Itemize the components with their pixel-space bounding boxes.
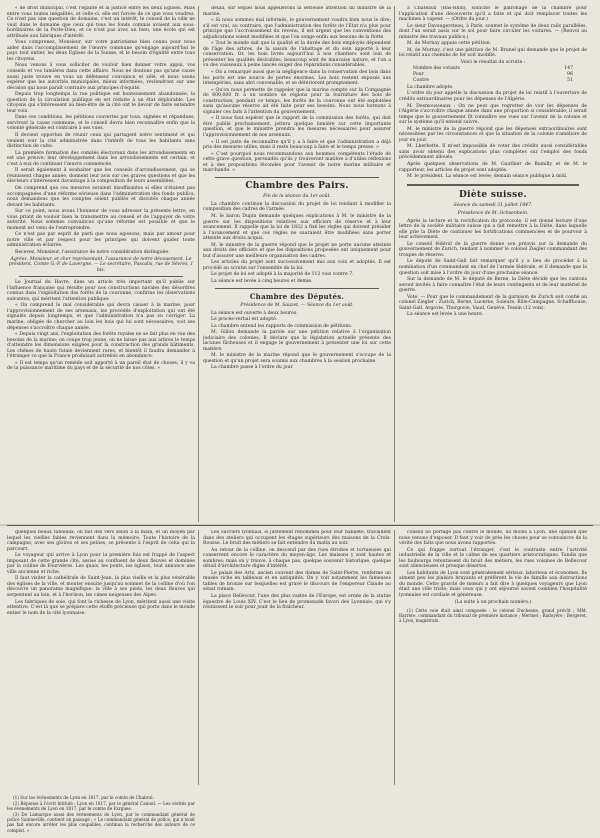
section-divider: [407, 184, 579, 186]
paragraph: La chambre continue la discussion du projet de loi tendant à modifier la composition des cadres de l'armée.: [203, 201, 391, 213]
paragraph: La séance est ouverte à deux heures.: [211, 310, 298, 316]
feuilleton-column-1: [7, 530, 195, 785]
paragraph: On comprend que ces mesures seraient insuffisantes si elles n'étaient pas accompagnées d'une réforme sérieuse dans l'administration des fonds publics; nous demandons que les comptes soient publiés et discutés chaque année devant les habitants.: [7, 185, 195, 208]
section-divider: [215, 177, 379, 178]
vote-value: 147: [564, 66, 573, 72]
paragraph: Recevez, Monsieur, l'assurance de notre considération distinguée.: [15, 249, 170, 255]
section-heading: Diète suisse.: [459, 189, 527, 200]
paragraph: Le Journal du Havre, dans un article très important qu'il publie sur l'influence française qui résulte pour nos constructions navales des désordres connus dans l'exploitation des forêts de la couronne, confirme les observations suivantes, qui méritent l'attention publique:: [7, 280, 195, 302]
paragraph: M. le ministre de la guerre répond que le projet ne porte aucune atteinte aux droits des officiers et que les dispositions proposées ont uniquement pour but d'assurer une meilleure organisation des cadres.: [203, 242, 391, 259]
paragraph: M. le baron Dupin demande quelques explications à M. le ministre de la guerre sur les dispositions relatives aux officiers de réserve et à leur avancement. Il rappelle que la loi de 1832 a fixé les règles qui doivent présider à l'avancement et que ces règles ne sauraient être modifiées sans porter atteinte aux droits acquis.: [203, 213, 391, 242]
column-1: [7, 6, 195, 525]
paragraph: Il serait également à souhaiter que les conseils d'arrondissement, qui se réunissent chaque année, donnent leur avis sur ces graves questions et que les électeurs s'intéressent davantage à la composition de leurs assemblées.: [7, 168, 195, 185]
footnote: (1) Sur les événements de Lyon en 1817, par le comte de Chabrol.: [13, 795, 154, 800]
paragraph: M. Lherbette. Il m'est impossible de voter des crédits aussi considérables sans avoir obtenu des explications plus complètes sur l'emploi des fonds précédemment alloués.: [399, 144, 587, 161]
section-subheading: Présidence de M. Sauzet. — Séance du 1er août.: [240, 302, 354, 308]
vote-table: [413, 66, 573, 83]
section-subheading: Présidence de M. Ochsenbein.: [457, 210, 529, 216]
paragraph: Il faut visiter la cathédrale de Saint-Jean, la plus vieille et la plus vénérable des églises de la ville, et monter ensuite jusqu'au sommet de la colline d'où l'on découvre un panorama magnifique: la ville à ses pieds, les deux fleuves qui serpentent au loin, et à l'horizon, les cimes neigeuses des Alpes.: [7, 576, 195, 599]
column-3: [399, 6, 587, 525]
paragraph: M. de Mornay, c'est une pétition de M. Brunel qui demande que le projet de loi relatif aux chemins de fer soit modifié.: [399, 47, 587, 59]
paragraph: Depuis trop longtemps la rue politique est honteusement abandonnée; la question de la circulation publique en est réduite à un état déplorable. Les citoyens qui s'intéressent au bien-être de la cité ont le devoir de faire entendre leur voix.: [7, 92, 195, 114]
paragraph: Le sieur Davaugersteau, à Paris, soumet le système de deux rails parallèles, dont l'un serait assis sur le sol pour faire circuler les voitures. — (Renvoi au ministre des travaux publics.): [399, 23, 587, 40]
column-rule: [198, 530, 199, 785]
section-divider: [215, 288, 379, 289]
paragraph: Après la lecture et la rectification du protocole, il est donné lecture d'une lettre de la société militaire suisse qui a fait remettre à la Diète, dans laquelle elle prie la Diète de continuer les fortifications commencées et de pourvoir à leur achèvement.: [399, 218, 587, 241]
column-rule: [198, 6, 199, 522]
paragraph: à Chateaux (Bas-Rhin), sollicite le patronage de la chambre pour l'application d'une découverte qu'il a faite et qui doit remplacer toutes les machines à vapeur. — (Ordre du jour.): [399, 6, 587, 23]
paragraph: « On comprend le mal considérable qui devra causer à la marine, pour l'approvisionnement de ses arsenaux, les procédés d'exploitation qui ont été signalés depuis longtemps, et que l'administration n'a pas su corriger. La marine, obligée de chercher au loin les bois qui lui sont nécessaires, voit ses dépenses s'accroître chaque année.: [7, 303, 195, 331]
paragraph: « Depuis vingt ans, l'exploitation des forêts royales ne se fait plus en vue des besoins de la marine; on coupe trop jeune, on ne laisse pas aux arbres le temps d'atteindre les dimensions exigées pour la construction des grands bâtiments. Les chênes de haute futaie deviennent rares, et bientôt il faudra demander à l'étranger ce que la France produisait autrefois en abondance.: [7, 332, 195, 360]
paragraph: La place Bellecour, l'une des plus vastes de l'Europe, est ornée de la statue équestre de Louis XIV. C'est le lieu de promenade favori des Lyonnais, qui s'y réunissent le soir pour jouir de la fraîcheur.: [203, 594, 391, 611]
paragraph: M. Desmousseaux : On ne peut que regretter de voir les dépenses de l'Algérie s'accroître chaque année dans une proportion si considérable; il serait temps que le gouvernement fît connaître ses vues sur l'avenir de la colonie et sur le système qu'il entend suivre.: [399, 103, 587, 126]
paragraph: Le projet de loi est adopté à la majorité de 112 voix contre 7.: [211, 272, 354, 278]
feuilleton-column-3: [399, 530, 587, 785]
paragraph: Les fabriques de soie, qui font la richesse de Lyon, méritent aussi une visite attentive. C'est là que se prépare cette étoffe précieuse qui porte dans le monde entier le nom de la cité lyonnaise.: [7, 599, 195, 616]
section-heading: Chambre des Pairs.: [245, 180, 349, 191]
paragraph: « On a remarqué aussi que la négligence dans la conservation des bois dans les ports est une source de pertes énormes. Les bois restent exposés aux intempéries, sans abri convenable, et se détériorent promptement.: [203, 70, 391, 87]
paragraph: conseil ne portage pas contre le monde, au moins à Lyon, une opinion que nous venons d'exposer. Il faut y voir de près les choses pour se convaincre de la vérité des faits que nous avons rapportés.: [399, 530, 587, 547]
paragraph: Le député de Saint-Gall fait remarquer qu'il y a lieu de procéder à la nomination d'un commandant en chef de l'armée fédérale, et il demande que la question soit mise à l'ordre du jour d'une prochaine séance.: [399, 259, 587, 276]
paragraph: Le palais des Arts, ancien couvent des dames de Saint-Pierre, renferme un musée riche en tableaux et en antiquités. On y voit notamment les fameuses tables de bronze sur lesquelles est gravé le discours de l'empereur Claude au sénat romain.: [203, 570, 391, 593]
paragraph: « Si nous sommes mal informés, le gouvernement voudra bien nous le dire; s'il est vrai, au contraire, que l'administration des forêts de l'Etat n'a plus pour principe que l'accroissement du revenu, il est urgent que les conventions des adjudications soient modifiées et que l'on songe enfin aux besoins de la flotte.: [203, 18, 391, 40]
paragraph: La séance est levée à une heure.: [407, 312, 484, 318]
paragraph: La première formation des comités électoraux dans les arrondissements en est une preuve; leur développement dans les arrondissements est certain, et c'est à eux de continuer l'œuvre commencée.: [7, 150, 195, 167]
section-heading: Chambre des Députés.: [249, 291, 345, 301]
paragraph: « Il est temps qu'un remède soit apporté à un pareil état de choses; il y va de la puissance maritime du pays et de la sécurité de nos côtes. »: [7, 360, 195, 372]
paragraph: Vous comprenez, Monsieur, sur votre patriotisme bien connu pour nous aider dans l'accomplissement de l'œuvre commune qu'engage aujourd'hui le pays tout entier, les deux Églises de la Suisse, et le besoin d'égalité entre tous les citoyens.: [7, 40, 195, 62]
paragraph: « de droit municipal, c'est l'égalité et la justice entre les deux Eglises. Mais entre vous toutes inégalités, et celle-ci, elle est forcée de ce que vous voudrez. Ce n'est pas une question de domaine, c'est un intérêt, le conseil de la ville ne veut dans le domaine que ceux qui tous les fonds commis avaient aux sous-bordinaires de la Porte-Dieu, et ce n'est pas avec un bien, une école qui est attribuée aux fabriques d'intérêt.: [7, 6, 195, 39]
footnote: (2) Réponse à l'écrit intitulé : Lyon en 1817, par le général Canuel. — Les vérités par les événements de Lyon en 1817, par le comte de Fargues.: [7, 801, 195, 812]
feuilleton-column-2: [203, 530, 391, 785]
vote-row: [413, 78, 573, 84]
section-divider: [19, 276, 183, 277]
column-rule: [394, 530, 395, 785]
paragraph: La chambre entend les rapports de commission de pétitions.: [211, 323, 353, 329]
paragraph: Le voyageur qui arrive à Lyon pour la première fois est frappé de l'aspect imposant de cette grande cité, assise au confluent de deux fleuves et dominée par la colline de Fourvières. Les quais, les ponts, les églises, tout annonce une ville ancienne et riche.: [7, 553, 195, 575]
paragraph: Sur ce point, nous avons l'honneur de vous adresser la présente lettre, en vous priant de vouloir bien la transmettre au conseil et de l'appuyer de votre autorité. Nous sommes convaincus qu'une réforme est possible et que le moment est venu de l'entreprendre.: [7, 209, 195, 231]
paragraph: Le conseil fédéral de la guerre donne son préavis sur la demande du gouvernement de Zurich, tendant à nommer le colonel Ziegler commandant des troupes de réserve.: [399, 241, 587, 258]
section-subheading: Fin de la séance du 1er août.: [263, 193, 331, 199]
vote-label: Nombre des votants: [413, 66, 461, 72]
paragraph: « Tout le monde sait que la qualité et la durée des bois employés dépendent de l'âge des arbres, de la saison de l'abattage et du soin apporté à leur conservation. Or, les bois livrés aujourd'hui à nos chantiers sont loin de présenter les qualités désirables; beaucoup sont de mauvaise nature, et l'on a vu des vaisseaux à peine lancés exiger des réparations considérables.: [203, 41, 391, 69]
footnote: (1) Cette voie était ainsi composée : le colonel Duchesne, grand prévôt ; MM. Barrère, commandant du tribunal de première instance ; Mermet ; Badoyère ; Bergeret, à Lyon, magistrats.: [399, 608, 587, 624]
paragraph: Ce n'est pas par esprit de parti que nous agissons, mais par amour pour notre ville et par respect pour les principes qui doivent guider toute administration éclairée.: [7, 232, 195, 249]
section-subheading: Séance du samedi 31 juillet 1847.: [453, 202, 533, 208]
paragraph: La chambre adopte.: [407, 84, 454, 90]
paragraph: Après quelques observations de M. Gauthier de Rumilly et de M. le rapporteur, les articles du projet sont adoptés.: [399, 161, 587, 173]
vote-value: 96: [567, 72, 573, 78]
paragraph: La chambre passe à l'ordre du jour.: [211, 365, 294, 371]
signature: Agréez, Monsieur, et cher représentant, l'assurance de notre dévouement. Le président, Comte G.-P. de Lavergne. — Le secrétaire, Pascalis, rue de Sèvres, 1 bis.: [8, 256, 194, 273]
paragraph: Sur la demande de M. le député de Berne, la Diète décide que les cantons seront invités à faire connaître l'état de leurs contingents et de leur matériel de guerre.: [399, 277, 587, 294]
vote-intro: Voici le résultat du scrutin :: [460, 59, 526, 65]
column-rule: [394, 6, 395, 522]
vote-value: 51: [567, 78, 573, 84]
paragraph: Dans ces conditions, les pétitions couvertes par tous, signées et répandues, serviront la cause commune, et le conseil devra bien reconnaître enfin que la volonté générale est contraire à ses vues.: [7, 115, 195, 132]
vote-label: Contre: [413, 78, 429, 84]
paragraph: Les habitants de Lyon sont généralement sérieux, laborieux et économes. Ils aiment peu les plaisirs bruyants et préfèrent la vie de famille aux distractions du monde. Cette gravité de mœurs a fait dire à quelques voyageurs que Lyon était une ville triste; mais ceux qui y ont séjourné savent combien l'hospitalité lyonnaise est cordiale et généreuse.: [399, 570, 587, 599]
paragraph: détail, sur lequel nous appellerons la sérieuse attention du ministre de la marine.: [203, 6, 391, 17]
paragraph: Nous venons à vous solliciter de vouloir bien donner votre appui, vos conseils et vos lumières dans cette affaire. Nous ne doutons pas qu'une cause aussi juste trouve en vous un défenseur convaincu et zélé, et nous osons espérer que les autorités municipales, mieux informées, reviendront sur une décision qui nous paraît contraire aux principes d'équité.: [7, 63, 195, 91]
feuilleton-divider: [7, 525, 593, 526]
paragraph: M. le président. La séance est levée; demain séance publique à midi.: [407, 174, 568, 180]
paragraph: « Il est juste de reconnaître qu'il y a à faire et que l'administration a déjà pris des mesures utiles; mais il reste beaucoup à faire et le temps presse. »: [203, 139, 391, 151]
paragraph: La séance est levée à cinq heures et demie.: [211, 278, 313, 284]
paragraph: Au retour de la colline, on descend par des rues étroites et tortueuses qui conservent encore le caractère du moyen-âge. Les maisons y sont hautes et sombres; mais on y trouve, à chaque pas, quelque souvenir historique, quelque détail d'architecture digne d'intérêt.: [203, 547, 391, 570]
paragraph: M. de Mornay appuie cette pétition.: [407, 41, 492, 47]
paragraph: Les ouvriers lyonnais, si justement renommés pour leur habileté, travaillent dans des ateliers qui occupent les étages supérieurs des maisons de la Croix-Rousse. Le bruit des métiers se fait entendre du matin au soir.: [203, 530, 391, 547]
vote-label: Pour: [413, 72, 424, 78]
paragraph: Ce qui frappe surtout l'étranger, c'est le contraste entre l'activité industrielle de la ville et le calme de ses quartiers aristocratiques. Tandis que les faubourgs retentissent du bruit des métiers, les rues voisines de Bellecour sont silencieuses et presque désertes.: [399, 547, 587, 570]
paragraph: Vote. — Pour que le commandement de la garnison de Zurich soit confié au colonel Ziegler : Zurich, Berne, Lucerne, Soleure, Bâle-Campagne, Schaffhouse, Saint-Gall, Argovie, Thurgovie, Vaud, Genève, Tessin (12 voix).: [399, 294, 587, 311]
footnote: (3) De Lamarque aussi des événements de Lyon, par le commandant général de police Sainneville, contient un passage ; « Le commandant général de police, qui n'avait pas fait encore arrêter les plus coupables, continua la recherche des auteurs de ce complot. »: [7, 812, 195, 833]
paragraph: M. le ministre de la marine répond que le gouvernement s'occupe de la question et qu'un projet sera soumis aux chambres à la session prochaine.: [203, 353, 391, 364]
column-2: [203, 6, 391, 525]
footnotes: [7, 795, 195, 833]
paragraph: M. Gillon demande la parole sur une pétition relative à l'organisation judiciaire des colonies. Il déclare que la législation actuelle présente des lacunes fâcheuses et il engage le gouvernement à présenter une loi sur cette matière.: [203, 330, 391, 352]
paragraph: Il devient opportun de réunir ceux qui partagent notre sentiment et qui veulent voir la cité administrée dans l'intérêt de tous les habitants sans distinction de culte.: [7, 133, 195, 150]
continuation-note: (La suite à un prochain numéro.): [454, 599, 532, 605]
paragraph: Le procès-verbal est adopté.: [211, 317, 278, 323]
paragraph: « Qu'on nous permette de rappeler que la marine compte sur la Compagnie de 600,000 fr. à un nombre de régions pour la fourniture des bois de construction; pendant ce temps, les forêts de la couronne ont été exploitées sans qu'aucune réserve ait été faite pour ses besoins. Nous nous bornons à signaler ces faits à l'attention du gouvernement.: [203, 87, 391, 115]
paragraph: Les articles du projet sont successivement mis aux voix et adoptés. Il est procédé au scrutin sur l'ensemble de la loi.: [203, 260, 391, 271]
paragraph: quelques beaux tableaux, on fait des vers selon à la main, et un moyen par lequel les vieilles fables reviennent dans la mémoire. Toute l'histoire de la campagne, avec ses gloires et ses peines, se présente à l'esprit de celui qui la parcourt.: [7, 530, 195, 552]
paragraph: « C'est pourquoi nous recommandons aux hommes compétents l'étude de cette grave question, persuadés qu'ils y trouveront matière à d'utiles réflexions et à des propositions fécondes pour l'avenir de notre marine militaire et marchande. »: [203, 151, 391, 174]
paragraph: M. le ministre de la guerre répond que les dépenses extraordinaires sont nécessitées par les circonstances et que la situation de la colonie s'améliore de jour en jour.: [399, 126, 587, 143]
paragraph: « Il nous faut espérer que le rapport de la commission des forêts, qui doit être publié prochainement, jettera quelque lumière sur cette importante question, et que le ministre prendra les mesures nécessaires pour assurer l'approvisionnement de nos arsenaux.: [203, 116, 391, 139]
paragraph: L'ordre du jour appelle la discussion du projet de loi relatif à l'ouverture de crédits extraordinaires pour les dépenses de l'Algérie.: [399, 91, 587, 102]
